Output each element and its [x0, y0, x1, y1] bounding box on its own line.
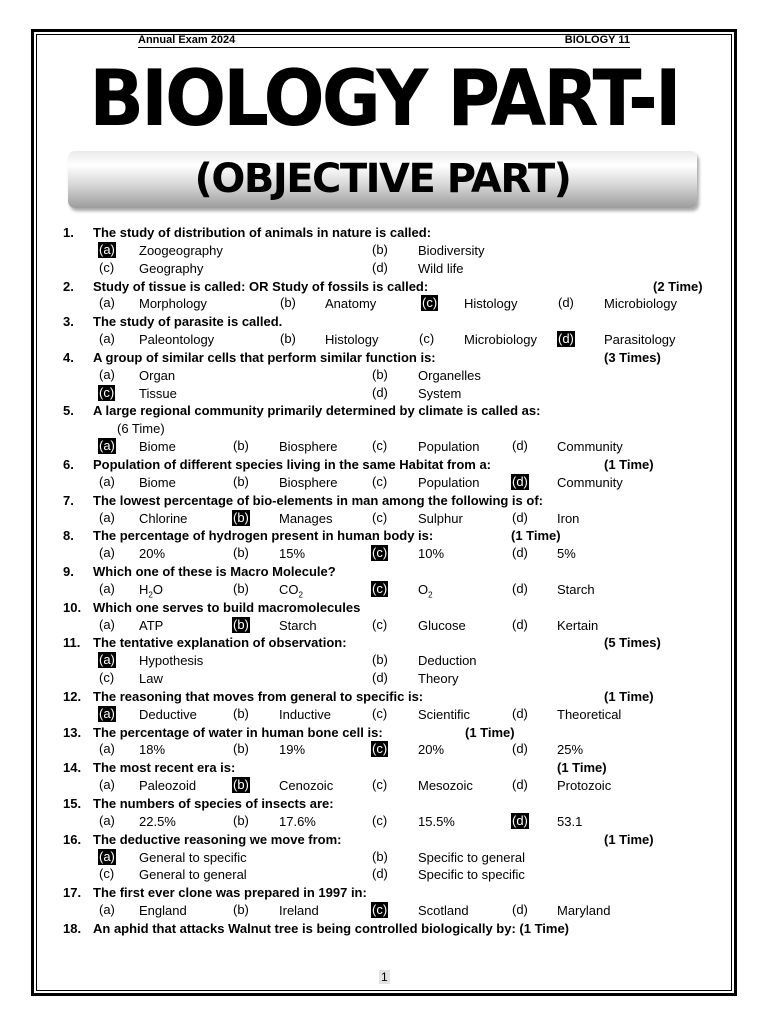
- option-text: Starch: [279, 617, 317, 633]
- page-header: [138, 33, 630, 48]
- option-label: (d): [372, 866, 388, 882]
- question-text: The numbers of species of insects are:: [93, 796, 334, 811]
- question-number: 1.: [63, 225, 74, 240]
- option-label: (a): [99, 580, 115, 596]
- option-label: (c): [99, 670, 115, 686]
- question-number: 5.: [63, 403, 74, 419]
- subtitle-text: (OBJECTIVE PART): [194, 156, 571, 202]
- frequency-note: (1 Time): [557, 760, 607, 776]
- option-label: (b): [280, 295, 296, 311]
- option-text: Starch: [557, 581, 595, 597]
- option-label: (c): [372, 438, 388, 454]
- question-text: Which one of these is Macro Molecule?: [93, 564, 336, 580]
- option-label-selected: (b): [233, 509, 249, 525]
- option-text: 19%: [279, 742, 306, 758]
- subject-label: BIOLOGY 11: [564, 34, 630, 46]
- option-label: (c): [372, 705, 388, 721]
- option-label: (c): [372, 616, 388, 632]
- option-row: [0, 741, 768, 759]
- option-text: Cenozoic: [279, 778, 334, 794]
- option-row: [0, 331, 768, 349]
- option-text: Specific to general: [418, 849, 525, 865]
- question-row: [0, 349, 768, 367]
- question-number: 18.: [63, 920, 82, 936]
- option-label: (b): [372, 848, 388, 864]
- option-text: 5%: [557, 546, 576, 562]
- option-label: (b): [233, 580, 249, 596]
- option-label: (b): [233, 902, 249, 918]
- option-text: Community: [557, 439, 623, 455]
- frequency-note: (6 Time): [117, 421, 165, 437]
- option-text: Kertain: [557, 617, 599, 633]
- option-text: Law: [139, 671, 163, 687]
- option-label: (a): [99, 616, 115, 632]
- question-row: [0, 456, 768, 474]
- option-label: (d): [558, 295, 574, 311]
- option-text: Biosphere: [279, 474, 338, 490]
- question-number: 3.: [63, 314, 74, 330]
- option-text: $CO_2$: [279, 581, 303, 600]
- question-text: A large regional community primarily determined by climate is called as:: [93, 403, 541, 419]
- option-text: 20%: [139, 546, 166, 562]
- option-label: (b): [233, 741, 249, 757]
- option-label-selected: (d): [512, 812, 528, 828]
- option-row: [0, 581, 768, 599]
- option-text: 17.6%: [279, 813, 316, 829]
- option-text: Microbiology: [464, 332, 537, 348]
- option-text: Mesozoic: [418, 778, 473, 794]
- option-label: (d): [512, 545, 528, 561]
- option-text: Biome: [139, 474, 176, 490]
- option-text: General to general: [139, 867, 247, 883]
- option-text: Sulphur: [418, 510, 463, 526]
- option-text: 10%: [418, 546, 445, 562]
- question-note-row: [0, 420, 768, 438]
- option-text: Ireland: [279, 903, 319, 919]
- option-label-selected: (c): [99, 384, 115, 400]
- option-text: Deductive: [139, 706, 197, 722]
- option-text: Scientific: [418, 706, 471, 722]
- option-label: (b): [372, 366, 388, 382]
- option-label-selected: (a): [99, 705, 115, 721]
- option-text: 15%: [279, 546, 306, 562]
- option-label: (a): [99, 366, 115, 382]
- option-text: Histology: [325, 332, 379, 348]
- option-text: General to specific: [139, 849, 247, 865]
- option-label-selected: (a): [99, 848, 115, 864]
- question-row: [0, 563, 768, 581]
- option-label: (a): [99, 545, 115, 561]
- question-text: The tentative explanation of observation:: [93, 635, 347, 651]
- option-text: Anatomy: [325, 296, 377, 312]
- question-text: The study of parasite is called.: [93, 314, 283, 330]
- question-number: 8.: [63, 528, 74, 544]
- option-label: (b): [233, 545, 249, 561]
- option-text: Community: [557, 474, 623, 490]
- question-row: [0, 759, 768, 777]
- question-text: The deductive reasoning we move from:: [93, 831, 342, 847]
- option-label: (c): [372, 777, 388, 793]
- option-label: (d): [512, 902, 528, 918]
- frequency-note: (2 Time): [653, 278, 703, 294]
- frequency-note: (1 Time): [511, 528, 561, 544]
- question-number: 11.: [63, 635, 81, 651]
- option-text: Morphology: [139, 296, 207, 312]
- option-text: Inductive: [279, 706, 332, 722]
- question-number: 6.: [63, 456, 74, 472]
- option-label: (b): [233, 705, 249, 721]
- question-number: 2.: [63, 278, 74, 294]
- option-row: [0, 242, 768, 260]
- question-text: Study of tissue is called: OR Study of fossils is called:: [93, 278, 429, 294]
- option-text: Zoogeography: [139, 242, 223, 258]
- option-text: ATP: [139, 617, 164, 633]
- option-label: (b): [372, 241, 388, 257]
- option-label: (a): [99, 902, 115, 918]
- option-label: (d): [372, 670, 388, 686]
- option-label: (c): [99, 259, 115, 275]
- question-row: [0, 831, 768, 849]
- frequency-note: (1 Time): [604, 831, 654, 847]
- option-row: [0, 849, 768, 867]
- questions-list: [0, 224, 768, 938]
- page-number: 1: [381, 970, 388, 984]
- option-label: (b): [233, 473, 249, 489]
- option-text: Iron: [557, 510, 580, 526]
- option-text: Tissue: [139, 385, 177, 401]
- option-row: [0, 652, 768, 670]
- question-row: [0, 920, 768, 938]
- option-text: Protozoic: [557, 778, 612, 794]
- option-text: Scotland: [418, 903, 469, 919]
- option-text: Theory: [418, 671, 459, 687]
- question-number: 4.: [63, 349, 74, 365]
- document-title: BIOLOGY PART-I: [89, 52, 679, 144]
- question-row: [0, 688, 768, 706]
- option-label: (d): [512, 509, 528, 525]
- option-text: 25%: [557, 742, 584, 758]
- option-row: [0, 385, 768, 403]
- question-text: The reasoning that moves from general to specific is:: [93, 688, 424, 704]
- question-row: [0, 724, 768, 742]
- option-text: Microbiology: [604, 296, 677, 312]
- question-number: 12.: [63, 688, 82, 704]
- option-label-selected: (b): [233, 616, 249, 632]
- option-label: (a): [99, 777, 115, 793]
- exam-label: Annual Exam 2024: [138, 34, 236, 46]
- option-text: 22.5%: [139, 813, 176, 829]
- option-row: [0, 295, 768, 313]
- question-row: [0, 884, 768, 902]
- question-text: The most recent era is:: [93, 760, 236, 776]
- option-row: [0, 813, 768, 831]
- option-label-selected: (c): [372, 545, 388, 561]
- option-text: Specific to specific: [418, 867, 525, 883]
- option-row: [0, 510, 768, 528]
- option-label: (d): [372, 259, 388, 275]
- option-text: Theoretical: [557, 706, 622, 722]
- option-text: Paleozoid: [139, 778, 197, 794]
- question-number: 7.: [63, 492, 74, 508]
- option-label: (b): [280, 331, 296, 347]
- option-text: Glucose: [418, 617, 466, 633]
- option-row: [0, 670, 768, 688]
- option-label: (a): [99, 473, 115, 489]
- question-text: The percentage of hydrogen present in human body is:: [93, 528, 434, 544]
- option-text: Population: [418, 439, 480, 455]
- question-row: [0, 313, 768, 331]
- option-label: (a): [99, 509, 115, 525]
- question-number: 10.: [63, 599, 82, 615]
- option-label: (d): [512, 580, 528, 596]
- option-text: 18%: [139, 742, 166, 758]
- option-label: (d): [512, 741, 528, 757]
- option-label-selected: (c): [422, 295, 438, 311]
- option-label: (c): [99, 866, 115, 882]
- option-text: Deduction: [418, 653, 477, 669]
- option-label: (b): [233, 812, 249, 828]
- option-text: $O_2$: [418, 581, 433, 600]
- option-text: Biodiversity: [418, 242, 485, 258]
- question-text: A group of similar cells that perform similar function is:: [93, 349, 436, 365]
- option-text: Biome: [139, 439, 176, 455]
- frequency-note: (3 Times): [604, 349, 661, 365]
- option-label-selected: (c): [372, 580, 388, 596]
- option-label: (b): [233, 438, 249, 454]
- question-text: The study of distribution of animals in nature is called:: [93, 225, 432, 240]
- option-label: (d): [512, 777, 528, 793]
- option-label-selected: (b): [233, 777, 249, 793]
- option-text: Population: [418, 474, 480, 490]
- question-row: [0, 634, 768, 652]
- question-text: The first ever clone was prepared in 1997 in:: [93, 885, 367, 901]
- option-row: [0, 706, 768, 724]
- option-label: (d): [512, 438, 528, 454]
- question-row: [0, 402, 768, 420]
- option-label: (d): [512, 705, 528, 721]
- question-row: [0, 278, 768, 296]
- option-label: (b): [372, 652, 388, 668]
- question-text: The percentage of water in human bone cell is:: [93, 724, 383, 740]
- question-number: 14.: [63, 760, 82, 776]
- frequency-note: (1 Time): [604, 456, 654, 472]
- option-text: Manages: [279, 510, 333, 526]
- option-text: Hypothesis: [139, 653, 204, 669]
- question-number: 17.: [63, 885, 82, 901]
- option-label: (c): [372, 509, 388, 525]
- option-label: (c): [372, 812, 388, 828]
- option-text: System: [418, 385, 462, 401]
- option-text: Paleontology: [139, 332, 215, 348]
- option-label-selected: (a): [99, 652, 115, 668]
- option-label: (d): [372, 384, 388, 400]
- option-row: [0, 545, 768, 563]
- question-text: Population of different species living in the same Habitat from a:: [93, 456, 492, 472]
- option-text: Organelles: [418, 367, 481, 383]
- option-row: [0, 617, 768, 635]
- question-row: [0, 492, 768, 510]
- option-row: [0, 438, 768, 456]
- option-text: Wild life: [418, 260, 464, 276]
- option-text: Organ: [139, 367, 176, 383]
- option-label: (c): [372, 473, 388, 489]
- frequency-note: (1 Time): [604, 688, 654, 704]
- option-text: Geography: [139, 260, 204, 276]
- option-label: (a): [99, 741, 115, 757]
- option-label: (c): [419, 331, 435, 347]
- option-label-selected: (a): [99, 438, 115, 454]
- subtitle-banner: [68, 151, 697, 208]
- option-text: Chlorine: [139, 510, 188, 526]
- question-row: [0, 599, 768, 617]
- question-text: Which one serves to build macromolecules: [93, 599, 361, 615]
- option-label-selected: (d): [558, 331, 574, 347]
- option-row: [0, 777, 768, 795]
- option-text: Biosphere: [279, 439, 338, 455]
- frequency-note: (1 Time): [465, 724, 515, 740]
- question-row: [0, 224, 768, 242]
- option-row: [0, 474, 768, 492]
- question-row: [0, 795, 768, 813]
- question-number: 13.: [63, 724, 82, 740]
- option-text: England: [139, 903, 187, 919]
- question-number: 16.: [63, 831, 82, 847]
- question-number: 9.: [63, 564, 74, 580]
- option-row: [0, 367, 768, 385]
- option-text: Maryland: [557, 903, 611, 919]
- option-label-selected: (c): [372, 741, 388, 757]
- option-row: [0, 260, 768, 278]
- question-text: An aphid that attacks Walnut tree is being controlled biologically by: (1 Time): [93, 920, 570, 936]
- question-row: [0, 527, 768, 545]
- option-label: (a): [99, 295, 115, 311]
- option-row: [0, 902, 768, 920]
- frequency-note: (5 Times): [604, 635, 661, 651]
- option-label-selected: (a): [99, 241, 115, 257]
- option-label-selected: (d): [512, 473, 528, 489]
- option-label: (d): [512, 616, 528, 632]
- option-text: Parasitology: [604, 332, 676, 348]
- option-text: 15.5%: [418, 813, 455, 829]
- option-text: 20%: [418, 742, 445, 758]
- option-row: [0, 866, 768, 884]
- option-text: Histology: [464, 296, 518, 312]
- option-text: 53.1: [557, 813, 583, 829]
- option-label: (a): [99, 331, 115, 347]
- option-label: (a): [99, 812, 115, 828]
- option-label-selected: (c): [372, 902, 388, 918]
- question-number: 15.: [63, 796, 82, 811]
- option-text: $H_2O$: [139, 581, 163, 600]
- question-text: The lowest percentage of bio-elements in man among the following is of:: [93, 492, 543, 508]
